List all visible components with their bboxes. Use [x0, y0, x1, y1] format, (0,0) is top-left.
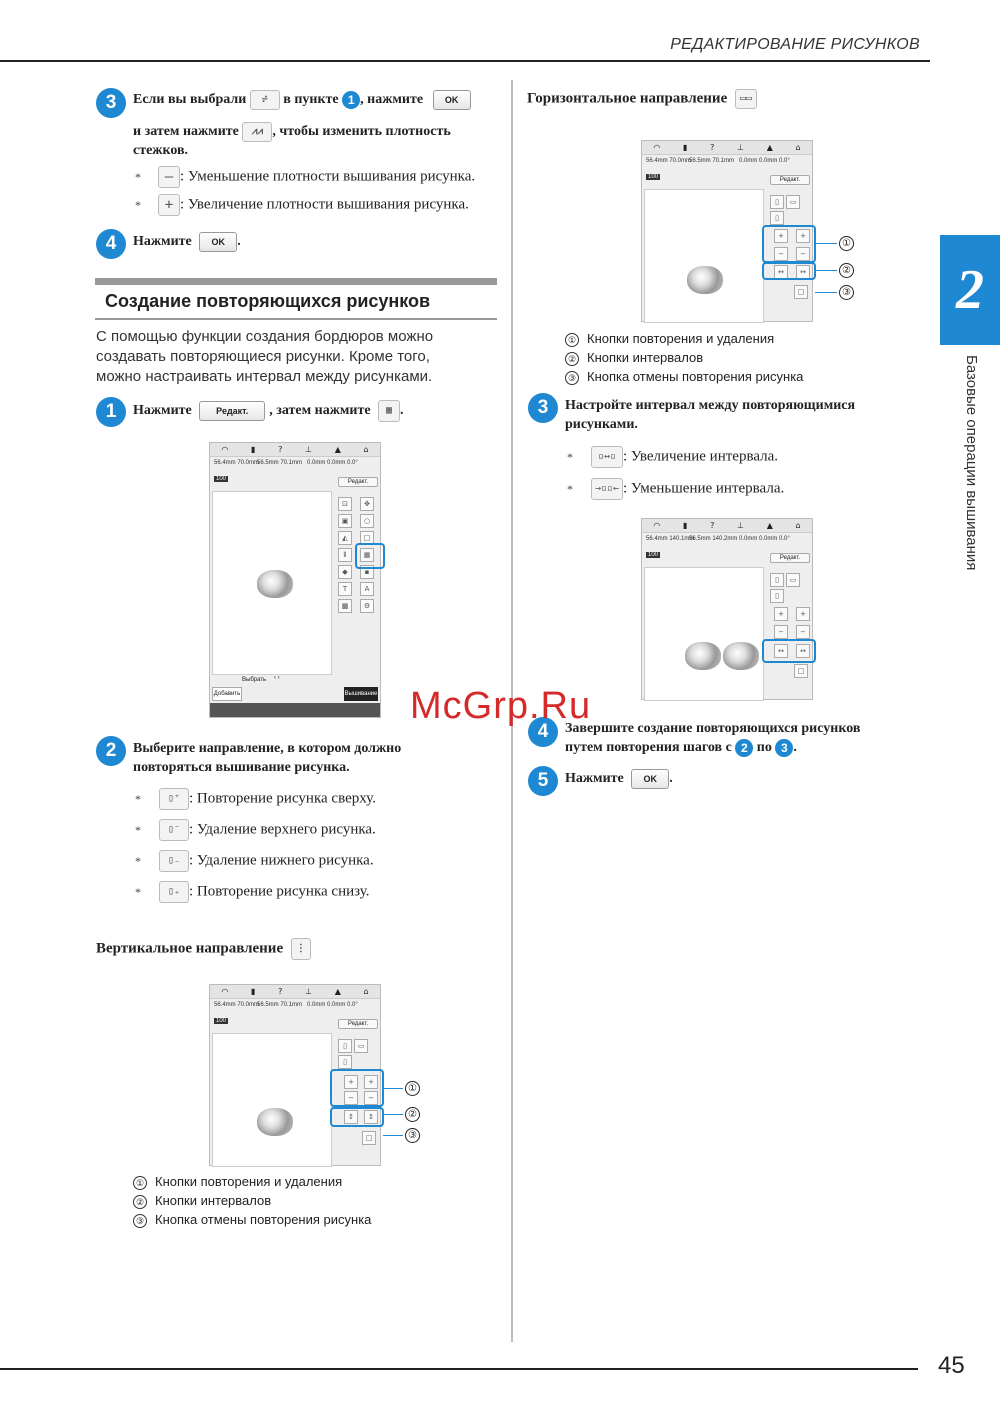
gear-icon[interactable]: ⚙	[360, 599, 374, 613]
intro-paragraph: С помощью функции создания бордюров можно создавать повторяющиеся рисунки. Кроме того, можно настраивать интервал между рисунками.	[96, 328, 434, 385]
flower-motif	[687, 266, 723, 294]
embroider-button[interactable]: Вышивание	[344, 687, 378, 701]
move-icon[interactable]: ✥	[360, 497, 374, 511]
step-ref-icon: 3	[775, 739, 793, 757]
highlight-border-button	[355, 543, 385, 569]
vertical-heading: Вертикальное направление ⋮	[96, 938, 311, 960]
shield-icon[interactable]: ◆	[338, 565, 352, 579]
cancel-repeat-icon[interactable]: □	[794, 285, 808, 299]
callout-1: ①	[405, 1081, 420, 1096]
step-number: 3	[528, 393, 558, 423]
delete-left-icon[interactable]: −	[774, 247, 788, 261]
step2-block	[96, 736, 126, 766]
bullet-decrease-density: * — : Уменьшение плотности вышивания рисунка.	[133, 166, 503, 194]
edit-button[interactable]: Редакт.	[199, 401, 265, 421]
callout-line-2	[383, 1114, 403, 1115]
callout-line-1	[815, 243, 837, 244]
status-bar: ◠ ▮ ? ⊥ ▲ ⌂	[210, 985, 380, 999]
page-number: 45	[938, 1352, 965, 1379]
ok-button[interactable]: OK	[199, 232, 237, 252]
info-panel: 56.4mm 70.0mm 56.5mm 70.1mm 0.0mm 0.0mm 0.0° 100	[646, 158, 790, 180]
step-number: 4	[528, 717, 558, 747]
mode-icon[interactable]: ▯	[770, 589, 784, 603]
running-header: РЕДАКТИРОВАНИЕ РИСУНКОВ	[670, 36, 920, 53]
horizontal-mode-icon[interactable]: ▭	[786, 195, 800, 209]
callout-line-2	[815, 270, 837, 271]
bullet-interval-increase: * ▫↔▫ : Увеличение интервала.	[565, 446, 935, 478]
repeat-right-icon[interactable]: +	[796, 607, 810, 621]
status-bar: ◠ ▮ ? ⊥ ▲ ⌂	[642, 141, 812, 155]
embroidery-canvas	[644, 567, 764, 701]
foot-icon: ⊥	[305, 445, 313, 454]
watermark: McGrp.Ru	[410, 685, 592, 727]
interval-decrease-icon[interactable]: ↔	[796, 265, 810, 279]
rotate-icon[interactable]: ○	[360, 514, 374, 528]
lock-icon: ▲	[334, 445, 341, 454]
repeat-left-icon[interactable]: +	[774, 229, 788, 243]
vertical-captions: ① Кнопки повторения и удаления ② Кнопки интервалов ③ Кнопка отмены повторения рисунка	[133, 1172, 371, 1229]
select-row: Выбрать ‹ ›	[242, 675, 280, 683]
delete-top-icon[interactable]: −	[344, 1091, 358, 1105]
callout-1: ①	[839, 236, 854, 251]
density-adjust-icon[interactable]: ⩘⩘	[242, 122, 272, 142]
bullet-repeat-top: * ▯⁺ : Повторение рисунка сверху.	[133, 788, 503, 819]
minus-icon[interactable]: —	[158, 166, 180, 188]
density-tool-icon[interactable]: ⫴	[338, 548, 352, 562]
chapter-title: Базовые операции вышивания	[963, 355, 980, 571]
step3-text-2: и затем нажмите ⩘⩘ , чтобы изменить плотность стежков.	[133, 122, 503, 160]
applique-icon[interactable]: ▩	[338, 599, 352, 613]
border-pattern-icon[interactable]: ▦	[378, 400, 400, 422]
cancel-repeat-icon[interactable]: □	[362, 1131, 376, 1145]
copy-icon[interactable]: □	[360, 531, 374, 545]
callout-line-3	[815, 292, 837, 293]
screen-vertical	[209, 984, 381, 1166]
ok-button[interactable]: OK	[433, 90, 471, 110]
step1-text: Нажмите Редакт. , затем нажмите ▦ .	[133, 400, 404, 422]
callout-2: ②	[405, 1107, 420, 1122]
horizontal-mode-icon[interactable]: ▭	[786, 573, 800, 587]
step3-bullets	[133, 166, 503, 222]
text-icon[interactable]: T	[338, 582, 352, 596]
step2-text: Выберите направление, в котором должно повторяться вышивание рисунка.	[133, 741, 402, 775]
horizontal-heading: Горизонтальное направление ▭▭	[527, 89, 757, 109]
bottom-bar	[210, 703, 380, 717]
bullet-increase-density: * + : Увеличение плотности вышивания рисунка.	[133, 194, 503, 222]
ok-button[interactable]: OK	[631, 769, 669, 789]
highlight-repeat	[330, 1069, 384, 1107]
highlight-repeat	[762, 225, 816, 263]
repeat-top-icon[interactable]: ▯⁺	[159, 788, 189, 810]
callout-line-1	[383, 1088, 403, 1089]
mode-icon[interactable]: ▯	[770, 211, 784, 225]
mirror-icon[interactable]: ◭	[338, 531, 352, 545]
callout-line-3	[383, 1135, 403, 1136]
home-icon: ⌂	[363, 445, 369, 454]
header-rule	[0, 60, 930, 62]
doc-icon: ▮	[251, 445, 256, 454]
highlight-interval	[762, 639, 816, 663]
step-ref-icon: 2	[735, 739, 753, 757]
resize-icon[interactable]: ⊡	[338, 497, 352, 511]
bullet-delete-bottom: * ▯₋ : Удаление нижнего рисунка.	[133, 850, 503, 881]
vertical-mode-icon[interactable]: ▯	[338, 1039, 352, 1053]
flower-motif	[257, 1108, 293, 1136]
step-number: 1	[96, 397, 126, 427]
flower-motif	[257, 570, 293, 598]
screen-edit-menu	[209, 442, 381, 718]
edit-tab-button[interactable]: Редакт.	[338, 477, 378, 487]
delete-right-icon[interactable]: −	[796, 625, 810, 639]
r-step5-text: Нажмите OK .	[565, 769, 673, 789]
horizontal-mode-icon[interactable]: ▭	[354, 1039, 368, 1053]
status-bar: ◠ ▮ ? ⊥ ▲ ⌂	[642, 519, 812, 533]
bullet-interval-decrease: * →▫▫← : Уменьшение интервала.	[565, 478, 935, 510]
bullet-delete-top: * ▯⁻ : Удаление верхнего рисунка.	[133, 819, 503, 850]
embroidery-canvas	[644, 189, 764, 323]
vertical-mode-icon[interactable]: ▯	[770, 195, 784, 209]
r-step5-block	[528, 766, 558, 796]
edit-tab-button[interactable]: Редакт.	[338, 1019, 378, 1029]
r-step3-bullets	[565, 446, 935, 510]
status-bar	[210, 443, 380, 457]
step3-block	[96, 88, 126, 118]
step-ref-icon: 1	[342, 91, 360, 109]
interval-increase-icon[interactable]: ↔	[774, 265, 788, 279]
edit-tab-button[interactable]: Редакт.	[770, 553, 810, 563]
edit-tab-button[interactable]: Редакт.	[770, 175, 810, 185]
vertical-mode-icon[interactable]: ▯	[770, 573, 784, 587]
step4-text: Нажмите OK .	[133, 232, 241, 252]
repeat-bottom-icon[interactable]: +	[364, 1075, 378, 1089]
step2-bullets	[133, 788, 503, 912]
footer-rule	[0, 1368, 918, 1370]
bullet-repeat-bottom: * ▯₊ : Повторение рисунка снизу.	[133, 881, 503, 912]
screen-horizontal	[641, 140, 813, 322]
embroidery-canvas	[212, 1033, 332, 1167]
abc-icon[interactable]: A	[360, 582, 374, 596]
delete-right-icon[interactable]: −	[796, 247, 810, 261]
step1-block	[96, 397, 126, 427]
flower-motif-1	[685, 642, 721, 670]
prev-icon[interactable]: ‹ ›	[274, 675, 280, 681]
callout-3: ③	[405, 1128, 420, 1143]
callout-2: ②	[839, 263, 854, 278]
add-button[interactable]: Добавить	[212, 687, 242, 701]
step-number: 5	[528, 766, 558, 796]
r-step4-text: Завершите создание повторяющихся рисунков путем повторения шагов с 2 по 3 .	[565, 721, 861, 755]
help-icon: ?	[278, 445, 283, 454]
r-step3-text: Настройте интервал между повторяющимися рисунками.	[565, 398, 856, 432]
repeat-bottom-icon[interactable]: ▯₊	[159, 881, 189, 903]
horizontal-captions: ① Кнопки повторения и удаления ② Кнопки интервалов ③ Кнопка отмены повторения рисунка	[565, 329, 803, 386]
info-panel: 56.4mm 70.0mm 56.5mm 70.1mm 0.0mm 0.0mm 0.0° 100	[214, 1002, 358, 1024]
flower-motif-2	[723, 642, 759, 670]
delete-bottom-icon[interactable]: ▯₋	[159, 850, 189, 872]
repeat-right-icon[interactable]: +	[796, 229, 810, 243]
repeat-left-icon[interactable]: +	[774, 607, 788, 621]
screen-interval	[641, 518, 813, 700]
section-heading: Создание повторяющихся рисунков	[95, 278, 497, 320]
interval-increase-icon[interactable]: ↕	[344, 1110, 358, 1124]
delete-bottom-icon[interactable]: −	[364, 1091, 378, 1105]
mode-icon[interactable]: ▯	[338, 1055, 352, 1069]
highlight-interval	[762, 262, 816, 280]
plus-icon[interactable]: +	[158, 194, 180, 216]
repeat-top-icon[interactable]: +	[344, 1075, 358, 1089]
step-number: 3	[96, 88, 126, 118]
wifi-icon: ◠	[221, 445, 229, 454]
delete-left-icon[interactable]: −	[774, 625, 788, 639]
info-panel: 56.4mm 70.0mm 56.5mm 70.1mm 0.0mm 0.0mm 0.0° 100	[214, 460, 358, 482]
info-panel: 56.4mm 140.1mm 56.5mm 140.2mm 0.0mm 0.0mm 0.0° 100	[646, 536, 790, 558]
callout-3: ③	[839, 285, 854, 300]
step3-text: Если вы выбрали ⩫ в пункте 1 , нажмите OK	[133, 90, 503, 110]
interval-increase-icon[interactable]: ↔	[774, 644, 788, 658]
interval-decrease-icon[interactable]: →▫▫←	[591, 478, 623, 500]
step4-block	[96, 229, 126, 259]
horizontal-direction-icon[interactable]: ▭▭	[735, 89, 757, 109]
embroidery-canvas	[212, 491, 332, 675]
color-icon[interactable]: ▪	[360, 565, 374, 579]
chapter-tab: 2	[940, 235, 1000, 345]
vertical-direction-icon[interactable]: ⋮	[291, 938, 311, 960]
step-number: 2	[96, 736, 126, 766]
interval-decrease-icon[interactable]: ↕	[364, 1110, 378, 1124]
delete-top-icon[interactable]: ▯⁻	[159, 819, 189, 841]
interval-increase-icon[interactable]: ▫↔▫	[591, 446, 623, 468]
density-icon: ⩫	[250, 90, 280, 110]
interval-decrease-icon[interactable]: ↔	[796, 644, 810, 658]
cancel-repeat-icon[interactable]: □	[794, 664, 808, 678]
r-step3-block	[528, 393, 558, 423]
border-tool-icon[interactable]: ▦	[360, 548, 374, 562]
group-icon[interactable]: ▣	[338, 514, 352, 528]
step-number: 4	[96, 229, 126, 259]
highlight-interval	[330, 1107, 384, 1127]
